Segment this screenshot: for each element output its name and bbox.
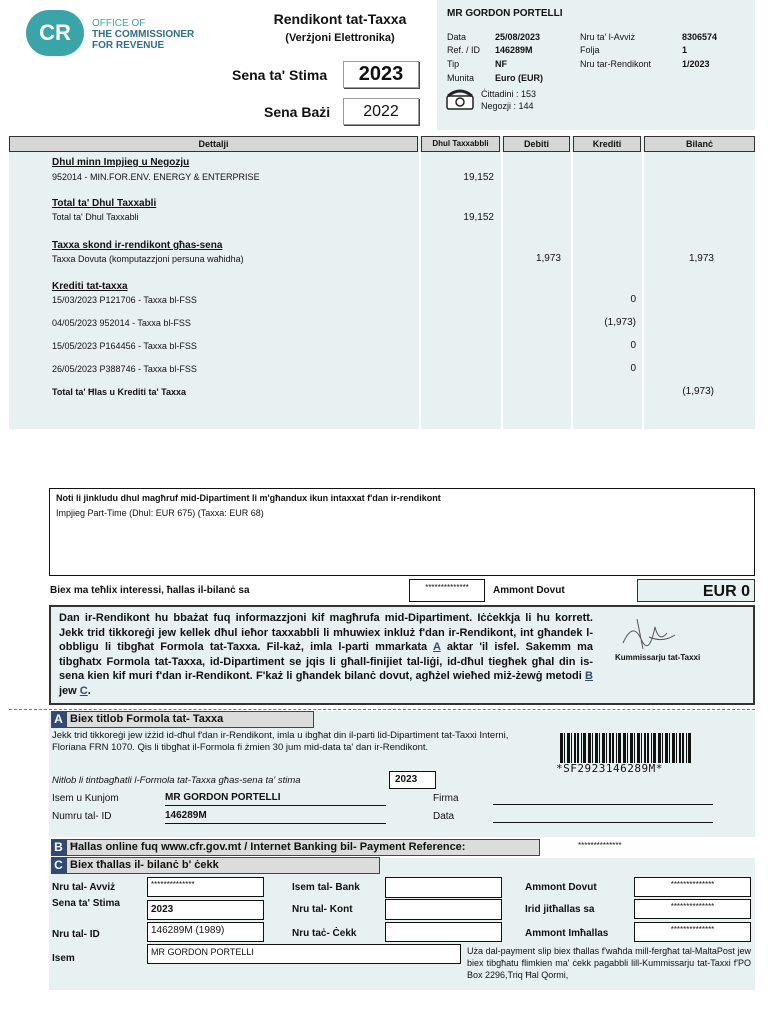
section-title-total-income: Total ta' Dhul Taxxabli [52,198,157,209]
pay-by-field[interactable]: ************** [634,899,751,919]
notes-title: Noti li jinkludu dhul magħruf mid-Dipartiment li m'għandux ikun intaxxat f'dan ir-rendikont [56,493,441,503]
document-subtitle: (Verżjoni Elettronika) [285,32,395,44]
data-label: Data [447,32,467,42]
col-header-debiti: Debiti [503,136,570,152]
table-row-dhul: 19,152 [463,212,494,223]
column-divider [501,152,503,429]
munita-label: Munita [447,73,475,83]
signature-label: Firma [433,793,459,804]
folja-label: Folja [580,45,600,55]
cheque-instruction: Uża dal-payment slip biex tħallas f'waħda mill-fergħat tal-MaltaPost jew biex tibgħatu flimkien ma' ċekk pagabbli lill-Kummissarju tat-Taxxi f'PO Box 2296,Triq Ħal Qormi, [467,946,751,980]
office-logo [26,10,216,62]
base-year-value: 2022 [343,98,419,125]
section-a-instructions: Jekk trid tikkoreġi jew iżżid id-dħul f'dan ir-Rendikont, imla u ibgħat din il-parti lid-Dipartiment tat-Taxxi Interni, Floriana FRN 1070. Qis li tibgħat il-Formola fi żmien 30 jum mid-data ta' dan ir-Rendikont. [52,730,509,753]
avviz-label: Nru ta' l-Avviż [580,32,636,42]
bank-name-label: Isem tal- Bank [292,882,360,893]
assessment-year-value: 2023 [343,61,419,88]
section-title-credits: Krediti tat-taxxa [52,281,128,292]
cheque-sena-label: Sena ta' Stima [52,898,120,909]
bank-name-field[interactable] [385,877,502,898]
table-row-desc: Taxxa Dovuta (komputazzjoni persuna waħidha) [52,254,244,264]
marker-a: A [433,641,441,653]
id-label: Numru tal- ID [52,811,112,822]
office-line3: FOR REVENUE [92,40,165,51]
office-line2: THE COMMISSIONER [92,29,195,40]
cheque-isem-field[interactable]: MR GORDON PORTELLI [147,944,461,964]
section-title-income: Dhul minn Impjieg u Negozju [52,157,190,168]
data-value: 25/08/2023 [495,32,541,42]
cheque-id-label: Nru tal- ID [52,929,100,940]
negozji-phone: Negozji : 144 [481,101,534,111]
cheque-id-field[interactable]: 146289M (1989) [147,922,264,942]
total-payments-label: Total ta' Ħlas u Krediti ta' Taxxa [52,387,186,397]
form-request-year[interactable]: 2023 [389,771,436,789]
total-payments-value: (1,973) [682,386,714,397]
column-divider [419,152,421,429]
statement-part-2: aktar 'il isfel. Sakemm ma tibgħatx Formola tat-Taxxa, id-Dipartiment se jqis li għall-finijiet tal-liġi, id-dħul tiegħek għal din is-sena kien kif muri f'dan ir-Rendikont. F'każ li għandek bilanċ dovut, agħżel wieħed miż-żewġ metodi [59,641,594,682]
amount-due-value: EUR 0 [637,579,755,602]
cittadini-phone: Ċittadini : 153 [481,89,537,99]
pay-by-label: Irid jitħallas sa [525,904,595,915]
rendikont-label: Nru tar-Rendikont [580,59,652,69]
table-row-desc: 952014 - MIN.FOR.ENV. ENERGY & ENTERPRISE [52,172,260,182]
section-b-badge: B [51,839,66,856]
name-label: Isem u Kunjom [52,793,119,804]
cheque-avviz-label: Nru tal- Avviż [52,882,116,893]
ref-value: 146289M [495,45,533,55]
table-row-bilanc: 1,973 [688,253,714,264]
table-row-dhul: 19,152 [463,172,494,183]
marker-b: B [585,670,593,682]
commissioner-title: Kummissarju tat-Taxxi [615,653,701,662]
section-title-tax: Taxxa skond ir-rendikont għas-sena [52,240,223,251]
telephone-icon [445,88,475,110]
cr-logo-icon: CR [26,10,84,56]
table-row-desc: 04/05/2023 952014 - Taxxa bl-FSS [52,318,191,328]
base-year-label: Sena Bażi [264,104,331,120]
column-divider [571,152,573,429]
table-row-desc: Total ta' Dhul Taxxabli [52,212,139,222]
statement-end: . [87,684,91,697]
statement-box [49,605,755,705]
account-number-field[interactable] [385,899,502,920]
col-header-krediti: Krediti [573,136,641,152]
name-value[interactable]: MR GORDON PORTELLI [165,792,386,806]
taxpayer-name: MR GORDON PORTELLI [447,8,563,19]
interest-warning: Biex ma teħlix interessi, ħallas il-bilanċ sa [50,585,250,596]
due-date-field: ************** [409,579,485,602]
tip-value: NF [495,59,507,69]
cheque-amount-due-label: Ammont Dovut [525,882,597,893]
table-row-desc: 15/05/2023 P164456 - Taxxa bl-FSS [52,341,197,351]
section-a-title: Biex titlob Formola tat- Taxxa [66,711,314,728]
amount-paid-label: Ammont Imħallas [525,928,609,939]
table-row-krediti: 0 [630,363,636,374]
document-title: Rendikont tat-Taxxa [273,11,407,27]
office-line1: OFFICE OF [92,18,146,29]
table-row-desc: 26/05/2023 P388746 - Taxxa bl-FSS [52,364,197,374]
taxpayer-panel [437,0,755,130]
cheque-isem-label: Isem [52,953,75,964]
payment-reference: ************** [578,841,622,850]
cheque-number-field[interactable] [385,922,502,942]
section-b-title: Ħallas online fuq www.cfr.gov.mt / Internet Banking bil- Payment Reference: [66,839,540,856]
assessment-year-label: Sena ta' Stima [232,67,328,83]
signature-field[interactable] [493,791,713,805]
cheque-amount-due-field[interactable]: ************** [634,877,751,897]
folja-value: 1 [682,45,688,55]
section-a-badge: A [51,711,66,728]
commissioner-signature [619,613,679,653]
form-request-question: Nitlob li tintbagħatli l-Formola tat-Taxxa għas-sena ta' stima [52,775,301,786]
amount-due-label: Ammont Dovut [493,585,565,596]
avviz-value: 8306574 [682,32,718,42]
account-number-label: Nru tal- Kont [292,904,353,915]
cheque-number-label: Nru taċ- Ċekk [292,928,357,939]
munita-value: Euro (EUR) [495,73,543,83]
cheque-avviz-field[interactable]: ************** [147,877,264,897]
col-header-dhul: Dhul Taxxabbli [421,136,500,152]
cheque-sena-field[interactable]: 2023 [147,900,264,920]
section-c-badge: C [51,857,66,874]
table-row-krediti: 0 [630,294,636,305]
date-field[interactable] [493,809,713,823]
col-header-bilanc: Bilanċ [644,136,755,152]
table-row-desc: 15/03/2023 P121706 - Taxxa bl-FSS [52,295,197,305]
barcode-text: *SF2923146289M* [556,762,663,775]
barcode [560,733,692,763]
col-header-dettalji: Dettalji [9,136,418,152]
tip-label: Tip [447,59,460,69]
statement-text [59,611,593,698]
date-label: Data [433,811,455,822]
cut-line [9,709,755,710]
table-row-krediti: (1,973) [604,317,636,328]
notes-box [49,488,755,576]
marker-c: C [79,684,88,697]
statement-or: jew [59,684,77,697]
section-c-title: Biex tħallas il- bilanċ b' ċekk [66,857,380,874]
table-row-debiti: 1,973 [535,253,561,264]
rendikont-value: 1/2023 [682,59,710,69]
amount-paid-field[interactable]: ************** [634,922,751,942]
id-value[interactable]: 146289M [165,810,386,824]
notes-line: Impjieg Part-Time (Dhul: EUR 675) (Taxxa: EUR 68) [56,508,264,518]
statement-part-1: Dan ir-Rendikont hu bbażat fuq informazzjoni kif magħrufa mid-Dipartiment. Iċċekkja li hu korrett. Jekk trid tikkoreġi jew kellek dħul ieħor taxxabbli li mhuwiex inkluż f'dan ir-Rendikont, int għandek l-obbligu li tibgħat Formola tat-Taxxa. Fil-każ, imla l-parti mmarkata [59,612,593,653]
ref-label: Ref. / ID [447,45,481,55]
table-row-krediti: 0 [630,340,636,351]
